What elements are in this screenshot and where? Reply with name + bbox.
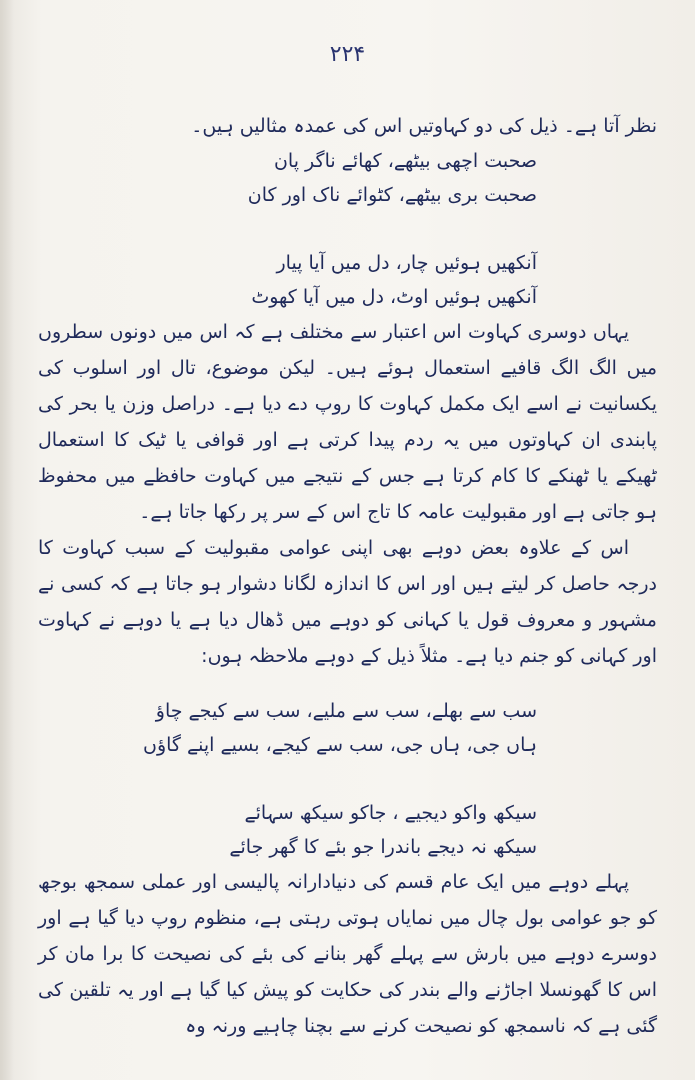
verse-1 (38, 144, 657, 212)
verse-3 (38, 694, 657, 762)
paragraph-4: پہلے دوہے میں ایک عام قسم کی دنیادارانہ پالیسی اور عملی سمجھ بوجھ کو جو عوامی بول چال میں نمایاں ہوتی رہتی ہے، منظوم روپ دیا گیا ہے اور دوسرے دوہے میں بارش سے پہلے گھر بنانے کی بئے کی نصیحت کا برا مان کر اس کا گھونسلا اجاڑنے والے بندر کی حکایت کو پیش کیا گیا ہے اور یہ تلقین کی گئی ہے کہ ناسمجھ کو نصیحت کرنے سے بچنا چاہیے ورنہ وہ (38, 871, 657, 1037)
verse-1-line-1: صحبت اچھی بیٹھے، کھائے ناگر پان (273, 150, 537, 172)
verse-3-line-2: ہاں جی، ہاں جی، سب سے کیجے، بسیے اپنے گاؤں (143, 734, 537, 756)
body-text (38, 108, 657, 1044)
verse-1-line-2: صحبت بری بیٹھے، کٹوائے ناک اور کان (247, 184, 537, 206)
paragraph-2: یہاں دوسری کہاوت اس اعتبار سے مختلف ہے کہ اس میں دونوں سطروں میں الگ الگ قافیے استعمال ہوئے ہیں۔ لیکن موضوع، تال اور اسلوب کی یکسانیت نے اسے ایک مکمل کہاوت کا روپ دے دیا ہے۔ دراصل وزن یا بحر کی پابندی ان کہاوتوں میں یہ ردم پیدا کرتی ہے اور قوافی یا ٹیک کا استعمال ٹھیکے یا ٹھنکے کا کام کرتا ہے جس کے نتیجے میں کہاوت حافظے میں محفوظ ہو جاتی ہے اور مقبولیت عامہ کا تاج اس کے سر پر رکھا جاتا ہے۔ (38, 321, 657, 523)
paragraph-3: اس کے علاوہ بعض دوہے بھی اپنی عوامی مقبولیت کے سبب کہاوت کا درجہ حاصل کر لیتے ہیں اور اس کا اندازہ لگانا دشوار ہو جاتا ہے کہ کسی نے مشہور و معروف قول یا کہانی کو دوہے میں ڈھال دیا ہے یا دوہے نے کہاوت اور کہانی کو جنم دیا ہے۔ مثلاً ذیل کے دوہے ملاحظہ ہوں: (38, 537, 657, 667)
verse-2-line-2: آنکھیں ہوئیں اوٹ، دل میں آیا کھوٹ (251, 286, 537, 308)
page-edge-shadow (0, 0, 14, 1080)
verse-3-line-1: سب سے بھلے، سب سے ملیے، سب سے کیجے چاؤ (155, 700, 537, 722)
verse-4 (38, 796, 657, 864)
verse-4-line-2: سیکھ نہ دیجے باندرا جو بئے کا گھر جائے (229, 836, 537, 858)
paragraph-1: نظر آتا ہے۔ ذیل کی دو کہاوتیں اس کی عمدہ مثالیں ہیں۔ (191, 115, 657, 137)
page-number: ۲۲۴ (329, 42, 366, 67)
verse-4-line-1: سیکھ واکو دیجیے ، جاکو سیکھ سہائے (244, 802, 537, 824)
verse-2 (38, 246, 657, 314)
verse-2-line-1: آنکھیں ہوئیں چار، دل میں آیا پیار (276, 252, 537, 274)
